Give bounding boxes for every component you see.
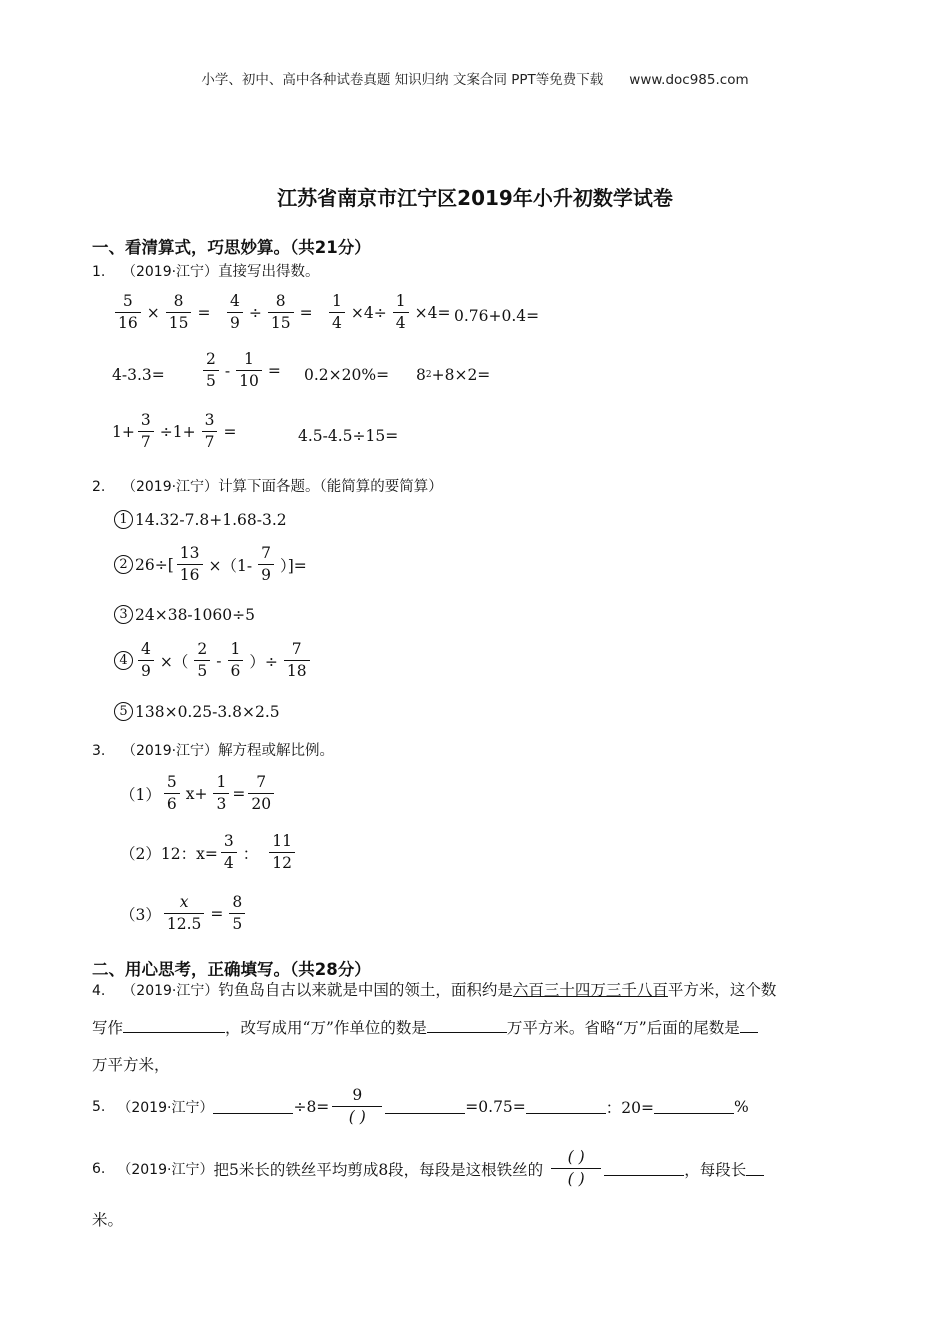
answer-blank[interactable] — [740, 1018, 758, 1033]
q1-expr-e: 4-3.3= — [112, 366, 165, 384]
answer-blank[interactable] — [746, 1161, 764, 1176]
q1-expr-d: 0.76+0.4= — [454, 307, 540, 325]
section-2-heading: 二、用心思考，正确填写。（共28分） — [92, 960, 371, 979]
answer-blank[interactable] — [654, 1099, 734, 1114]
fraction: $\frac{4}{9}$ — [138, 642, 154, 679]
question-2-header — [92, 475, 443, 496]
q1-expr-j: 4.5-4.5÷15= — [298, 427, 399, 445]
fraction: $\frac{8}{5}$ — [229, 895, 245, 932]
q1-prompt: 直接写出得数。 — [218, 264, 320, 280]
question-1-header — [92, 260, 320, 281]
q2-item-3: 3 24×38-1060÷5 — [114, 605, 255, 624]
fraction: $\frac{3}{7}$ — [138, 413, 154, 450]
answer-blank[interactable] — [427, 1018, 507, 1033]
q1-expr-a: $\frac{5}{16}$ × $\frac{8}{15}$ = — [112, 294, 213, 331]
fraction: $\frac{5}{6}$ — [164, 775, 180, 812]
q4-number: 4. — [92, 983, 106, 999]
section-1-heading: 一、看清算式，巧思妙算。（共21分） — [92, 238, 371, 257]
fraction: $\frac{4}{9}$ — [227, 294, 243, 331]
header-text: 小学、初中、高中各种试卷真题 知识归纳 文案合同 PPT等免费下载 — [201, 72, 604, 88]
fraction: $\frac{7}{18}$ — [284, 642, 310, 679]
page-header — [0, 68, 950, 88]
fraction: $\frac{1}{3}$ — [213, 775, 229, 812]
fraction: $\frac{1}{10}$ — [236, 352, 262, 389]
page-title: 江苏省南京市江宁区2019年小升初数学试卷 — [277, 186, 673, 210]
q2-number: 2. — [92, 479, 106, 495]
q2-prompt: 计算下面各题。（能简算的要简算） — [218, 479, 443, 495]
q5-number: 5. — [92, 1098, 106, 1115]
q3-item-3: （3） $\frac{x}{12.5}$ = $\frac{8}{5}$ — [120, 895, 248, 932]
answer-blank[interactable] — [213, 1099, 293, 1114]
q1-expr-c: $\frac{1}{4}$ ×4÷ $\frac{1}{4}$ ×4= — [326, 294, 453, 331]
q3-item-2: （2） 12：x= $\frac{3}{4}$ ： $\frac{11}{12}$ — [120, 834, 298, 871]
fraction: $\frac{x}{12.5}$ — [164, 895, 205, 932]
answer-blank[interactable] — [123, 1018, 225, 1033]
q2-item-4: 4 $\frac{4}{9}$ ×（ $\frac{2}{5}$ - $\frac{1}{6}$ ）÷ $\frac{7}{18}$ — [114, 642, 313, 679]
header-url[interactable]: www.doc985.com — [629, 72, 749, 88]
q2-tag: （2019·江宁） — [121, 479, 219, 495]
q6-tag: （2019·江宁） — [117, 1161, 214, 1178]
q1-expr-g: 0.2×20%= — [304, 366, 390, 384]
question-6: 6. （2019·江宁） 把5米长的铁丝平均剪成8段，每段是这根铁丝的 $\frac{( )}{( )}$ ，每段长 — [92, 1150, 764, 1187]
q3-item-1: （1） $\frac{5}{6}$ x+ $\frac{1}{3}$ = $\frac{7}{20}$ — [120, 775, 277, 812]
q3-tag: （2019·江宁） — [121, 743, 219, 759]
fraction: $\frac{2}{5}$ — [203, 352, 219, 389]
q2-item-2: 2 26÷[ $\frac{13}{16}$ ×（1- $\frac{7}{9}$ ）]= — [114, 546, 310, 583]
fraction: $\frac{11}{12}$ — [269, 834, 295, 871]
q2-item-5: 5 138×0.25-3.8×2.5 — [114, 702, 280, 721]
q1-expr-f: $\frac{2}{5}$ - $\frac{1}{10}$ = — [200, 352, 284, 389]
q3-prompt: 解方程或解比例。 — [218, 743, 335, 759]
fraction: $\frac{7}{20}$ — [248, 775, 274, 812]
question-4: 4. （2019·江宁）钓鱼岛自古以来就是中国的领土，面积约是六百三十四万三千八百平方米，这个数 写作 ，改写成用“万”作单位的数是 万平方米。省略“万”后面的尾数是 万平方米， — [92, 981, 777, 1074]
q5-tag: （2019·江宁） — [117, 1099, 214, 1116]
q3-number: 3. — [92, 743, 106, 759]
fraction: $\frac{3}{7}$ — [202, 413, 218, 450]
answer-blank[interactable] — [526, 1099, 606, 1114]
q1-number: 1. — [92, 264, 106, 280]
q1-expr-i: 1+ $\frac{3}{7}$ ÷1+ $\frac{3}{7}$ = — [112, 411, 237, 451]
question-3-header — [92, 739, 334, 760]
answer-blank[interactable] — [385, 1099, 465, 1114]
question-5: 5. （2019·江宁） ÷8= $\frac{9}{( )}$ =0.75= ：20= % — [92, 1086, 749, 1126]
q1-tag: （2019·江宁） — [121, 264, 219, 280]
fraction: $\frac{5}{16}$ — [115, 294, 141, 331]
q1-expr-b: $\frac{4}{9}$ ÷ $\frac{8}{15}$ = — [224, 294, 316, 331]
fraction: $\frac{9}{( )}$ — [332, 1088, 382, 1125]
fraction: $\frac{2}{5}$ — [194, 642, 210, 679]
q4-tag: （2019·江宁） — [122, 983, 219, 999]
fraction: $\frac{13}{16}$ — [177, 546, 203, 583]
q6-continuation: 米。 — [92, 1211, 124, 1229]
fraction: $\frac{3}{4}$ — [221, 834, 237, 871]
fraction: $\frac{( )}{( )}$ — [551, 1150, 601, 1187]
fraction: $\frac{8}{15}$ — [166, 294, 192, 331]
q1-expr-h: 8 2 +8×2= — [416, 366, 491, 384]
fraction: $\frac{1}{4}$ — [329, 294, 345, 331]
fraction: $\frac{1}{4}$ — [393, 294, 409, 331]
fraction: $\frac{8}{15}$ — [268, 294, 294, 331]
q2-item-1: 1 14.32-7.8+1.68-3.2 — [114, 510, 287, 529]
q4-underlined-number: 六百三十四万三千八百 — [512, 981, 668, 999]
fraction: $\frac{1}{6}$ — [228, 642, 244, 679]
answer-blank[interactable] — [604, 1161, 684, 1176]
q6-number: 6. — [92, 1160, 106, 1177]
fraction: $\frac{7}{9}$ — [258, 546, 274, 583]
